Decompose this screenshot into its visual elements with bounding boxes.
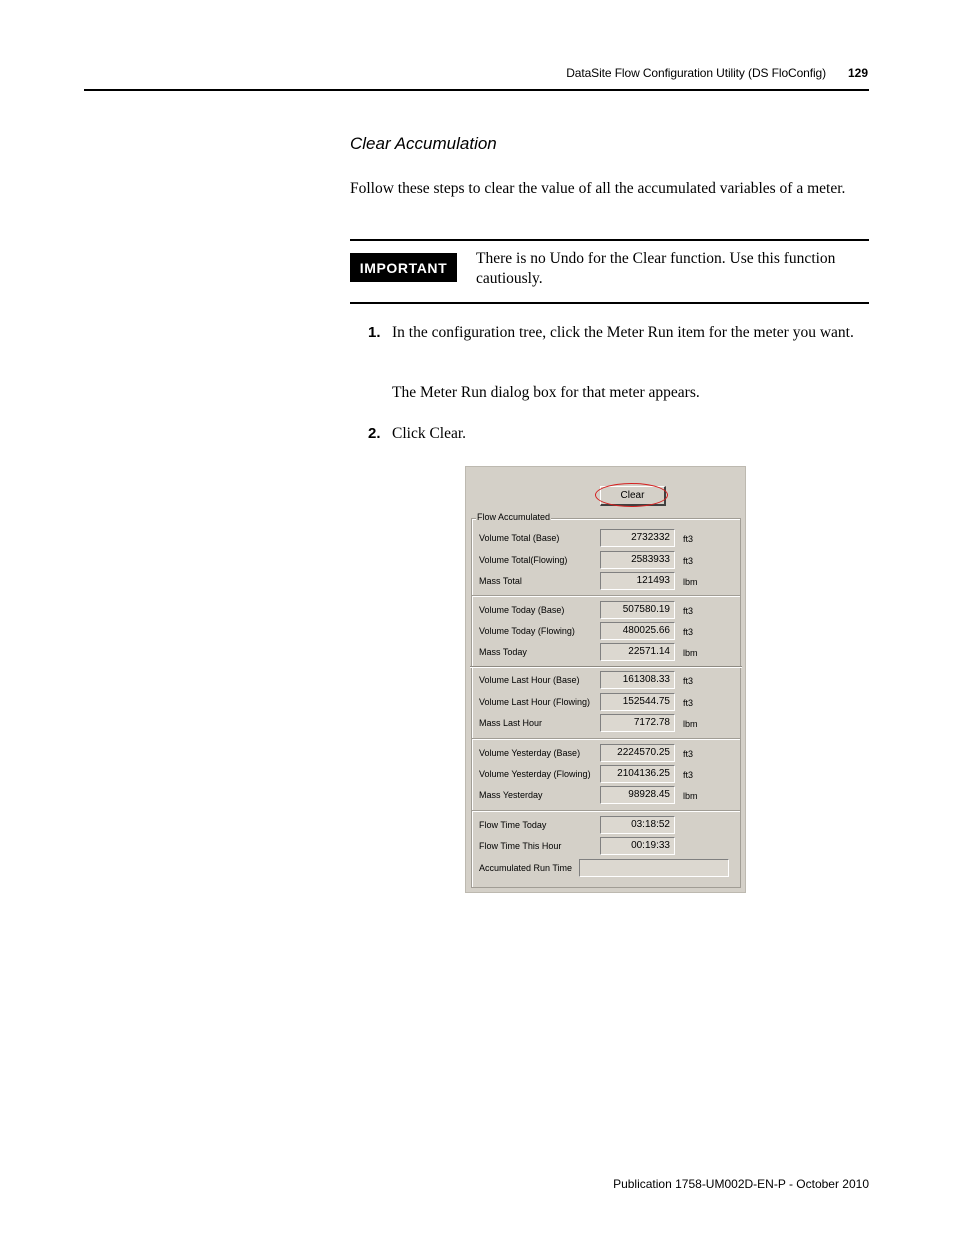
field-value-box: 2732332 (600, 529, 675, 547)
field-label: Volume Today (Flowing) (479, 626, 575, 636)
field-value-box: 7172.78 (600, 714, 675, 732)
field-value-box: 03:18:52 (600, 816, 675, 834)
intro-paragraph: Follow these steps to clear the value of all the accumulated variables of a meter. (350, 180, 846, 197)
field-value-box: 507580.19 (600, 601, 675, 619)
field-label: Volume Last Hour (Flowing) (479, 697, 591, 707)
field-unit: ft3 (683, 534, 694, 544)
group-label: Flow Accumulated (477, 512, 551, 522)
running-header-title: DataSite Flow Configuration Utility (DS FloConfig) (566, 66, 826, 80)
field-value-box: 121493 (600, 572, 675, 590)
field-label: Volume Total(Flowing) (479, 555, 568, 565)
section-separator (472, 738, 740, 740)
step-2-text: Click Clear. (392, 425, 467, 442)
important-text: There is no Undo for the Clear function. Use this function cautiously. (476, 250, 836, 287)
field-value-box: 2224570.25 (600, 744, 675, 762)
field-value-box: 00:19:33 (600, 837, 675, 855)
section-title: Clear Accumulation (350, 134, 497, 153)
highlight-ring (595, 483, 668, 507)
step-2-number: 2. (368, 425, 381, 442)
field-unit: lbm (683, 791, 698, 801)
field-label: Volume Last Hour (Base) (479, 675, 580, 685)
important-badge: IMPORTANT (350, 253, 457, 282)
field-label: Volume Yesterday (Base) (479, 748, 581, 758)
field-unit: ft3 (683, 627, 694, 637)
clear-button[interactable]: Clear (600, 486, 666, 506)
step-1-number: 1. (368, 324, 381, 341)
field-unit: ft3 (683, 676, 694, 686)
field-value-box: 22571.14 (600, 643, 675, 661)
field-label: Mass Total (479, 576, 522, 586)
section-separator (470, 666, 742, 668)
field-value-box: 152544.75 (600, 693, 675, 711)
step-1-result: The Meter Run dialog box for that meter appears. (392, 384, 700, 401)
field-label: Volume Total (Base) (479, 533, 560, 543)
meter-run-dialog-screenshot (465, 466, 746, 893)
field-unit: lbm (683, 577, 698, 587)
important-bottom-rule (350, 302, 869, 304)
section-separator (472, 810, 740, 812)
field-value-box: 98928.45 (600, 786, 675, 804)
field-label: Flow Time Today (479, 820, 547, 830)
field-value-box: 2104136.25 (600, 765, 675, 783)
field-unit: ft3 (683, 770, 694, 780)
publication-footer: Publication 1758-UM002D-EN-P - October 2010 (613, 1177, 869, 1191)
field-label: Mass Yesterday (479, 790, 543, 800)
section-separator (472, 595, 740, 597)
step-1-text: In the configuration tree, click the Meter Run item for the meter you want. (392, 324, 854, 341)
field-label: Flow Time This Hour (479, 841, 562, 851)
field-unit: ft3 (683, 556, 694, 566)
important-top-rule (350, 239, 869, 241)
field-label: Volume Yesterday (Flowing) (479, 769, 591, 779)
field-unit: ft3 (683, 606, 694, 616)
field-label: Mass Last Hour (479, 718, 543, 728)
field-label: Mass Today (479, 647, 527, 657)
field-value-box: 2583933 (600, 551, 675, 569)
field-label: Volume Today (Base) (479, 605, 565, 615)
field-value-box (579, 859, 729, 877)
field-value-box: 480025.66 (600, 622, 675, 640)
field-unit: ft3 (683, 749, 694, 759)
field-value-box: 161308.33 (600, 671, 675, 689)
header-rule (84, 89, 869, 91)
field-unit: ft3 (683, 698, 694, 708)
field-unit: lbm (683, 719, 698, 729)
field-label: Accumulated Run Time (479, 863, 573, 873)
page-number: 129 (847, 66, 868, 80)
field-unit: lbm (683, 648, 698, 658)
